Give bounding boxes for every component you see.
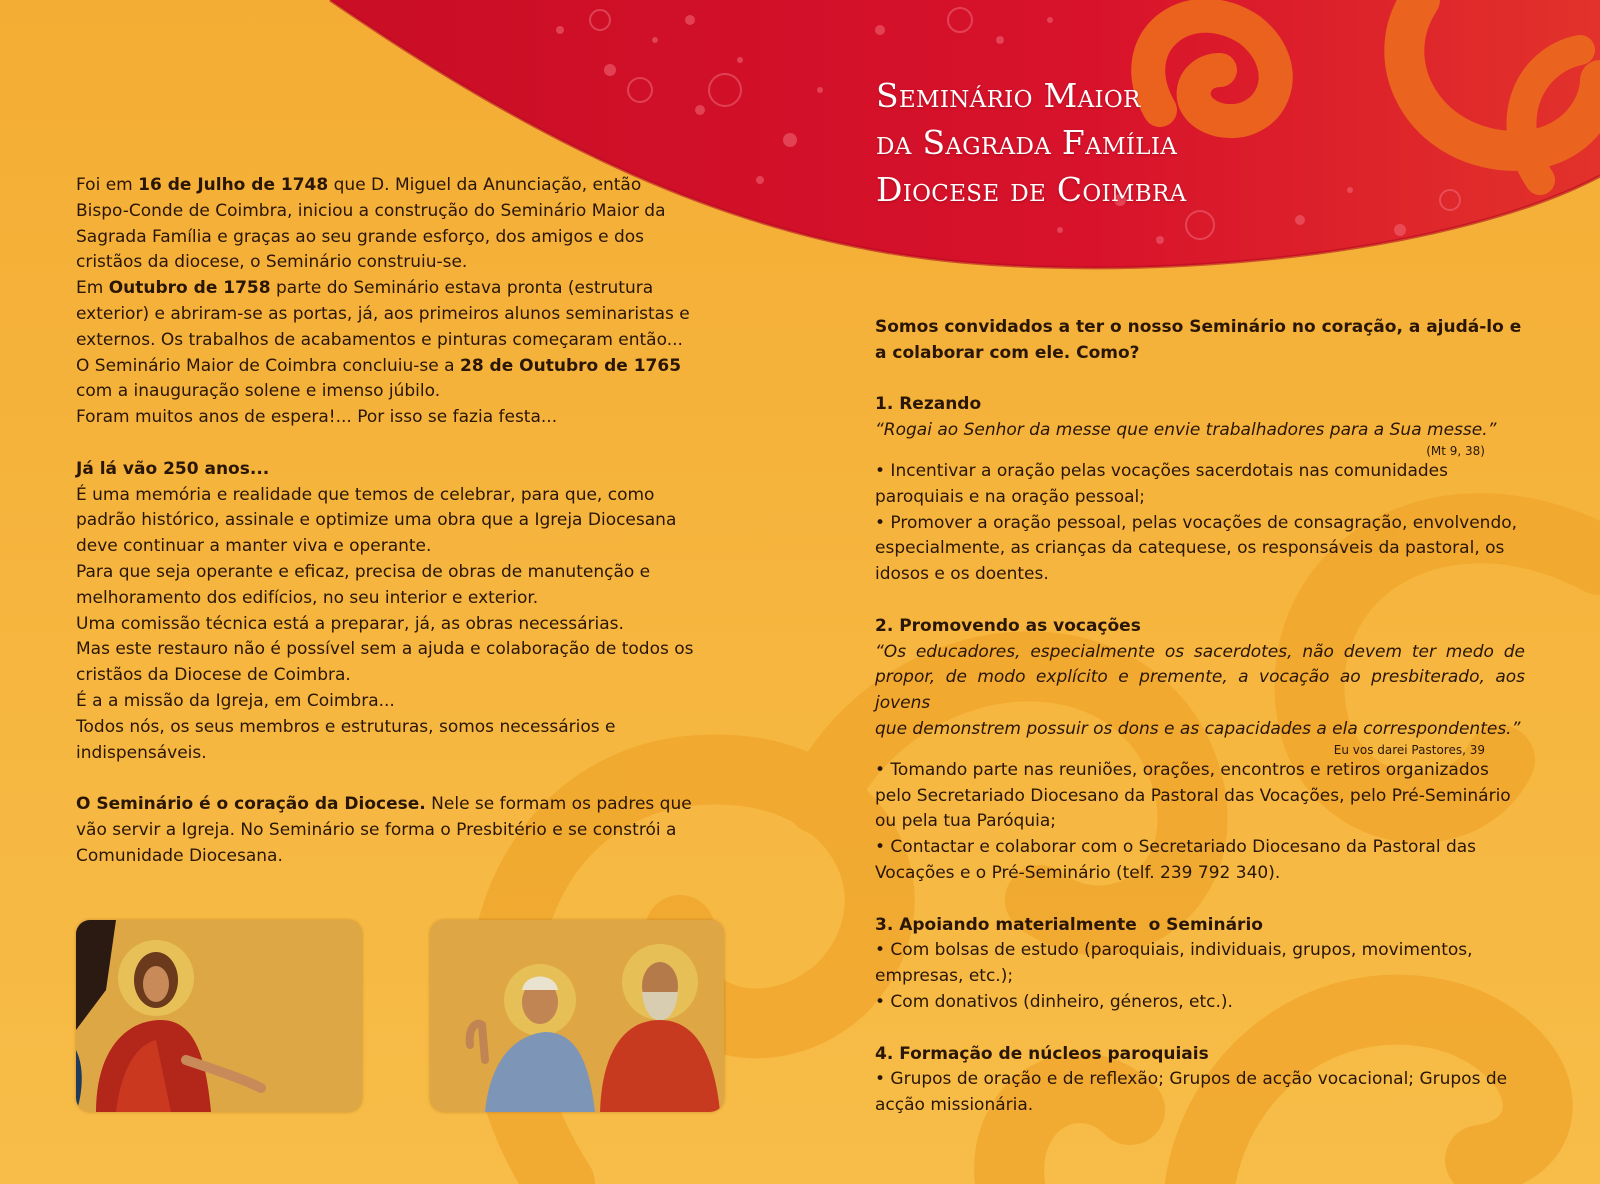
bullet-item: • Promover a oração pessoal, pelas vocações de consagração, envolvendo, especialmente, as crianças da catequese, os responsáveis da pastoral, os idosos e os doentes. [875,512,1518,585]
history-paragraph: Foram muitos anos de espera!... Por isso se fazia festa... [76,407,558,428]
history-paragraph [76,354,696,406]
invitation-text: Somos convidados a ter o nosso Seminário no coração, a ajudá-lo e a colaborar com ele. Como? [875,317,1522,363]
bold-statement: O Seminário é o coração da Diocese. [76,794,426,815]
bullet-item: • Incentivar a oração pelas vocações sacerdotais nas comunidades paroquiais e na oração pessoal; [875,460,1448,507]
history-paragraph: Para que seja operante e eficaz, precisa de obras de manutenção e melhoramento dos edifícios, no seu interior e exterior. [76,561,651,608]
section-heading-praying: 1. Rezando [875,394,982,415]
text: com a inauguração solene e imenso júbilo. [76,381,441,402]
history-paragraph [76,276,696,353]
bullet-item: • Tomando parte nas reuniões, orações, encontros e retiros organizados pelo Secretariado Diocesano da Pastoral das Vocações, pelo Pré-Seminário ou pela tua Paróquia; [875,759,1511,832]
christ-painting-image [76,920,362,1112]
apostles-painting-image [430,920,724,1112]
document-quote-line: propor, de modo explícito e premente, a vocação ao presbiterado, aos jovens [875,667,1525,714]
scripture-quote: “Rogai ao Senhor da messe que envie trabalhadores para a Sua messe.” [875,420,1497,441]
text: Em [76,278,109,299]
date-highlight: 28 de Outubro de 1765 [459,355,682,376]
bullet-item: • Com bolsas de estudo (paroquiais, individuais, grupos, movimentos, empresas, etc.); [875,940,1473,987]
text: O Seminário Maior de Coimbra concluiu-se a [76,355,460,376]
text: Nele se formam os padres que vão servir a Igreja. No Seminário se forma o Presbitério e se constrói a Comunidade Diocesana. [76,794,692,866]
brochure-title [876,72,1187,213]
title-line-3: Diocese de Coimbra [876,170,1187,209]
section-heading-parish-groups: 4. Formação de núcleos paroquiais [875,1043,1209,1064]
ways-to-help-column [875,315,1525,1119]
history-paragraph [76,173,696,276]
date-highlight: Outubro de 1758 [108,278,271,299]
title-line-1: Seminário Maior [876,76,1141,115]
history-paragraph: Todos nós, os seus membros e estruturas, somos necessários e indispensáveis. [76,716,616,763]
quote-reference: (Mt 9, 38) [1426,443,1485,458]
section-heading-material-support: 3. Apoiando materialmente o Seminário [875,914,1263,935]
section-heading-vocations: 2. Promovendo as vocações [875,615,1141,636]
history-paragraph: Uma comissão técnica está a preparar, já, as obras necessárias. [76,613,624,634]
bullet-item: • Grupos de oração e de reflexão; Grupos de acção vocacional; Grupos de acção missionária. [875,1069,1508,1116]
text: Foi em [76,175,139,195]
history-column [76,173,696,870]
document-quote-line: “Os educadores, especialmente os sacerdotes, não devem ter medo de [875,641,1525,662]
history-paragraph: Mas este restauro não é possível sem a ajuda e colaboração de todos os cristãos da Diocese de Coimbra. [76,639,694,686]
date-highlight: 16 de Julho de 1748 [138,175,329,195]
text: parte do Seminário estava pronta (estrutura exterior) e abriram-se as portas, já, aos primeiros alunos seminaristas e externos. Os trabalhos de acabamentos e pinturas começaram então... [76,278,690,350]
document-quote-line: que demonstrem possuir os dons e as capacidades a ela correspondentes.” [875,718,1521,739]
history-paragraph: É a a missão da Igreja, em Coimbra... [76,690,395,711]
text: que D. Miguel da Anunciação, então Bispo-Conde de Coimbra, iniciou a construção do Seminário Maior da Sagrada Família e graças ao seu grande esforço, dos amigos e dos cristãos da diocese, o Seminário construiu-se. [76,175,666,273]
title-line-2: da Sagrada Família [876,123,1178,162]
bullet-item: • Contactar e colaborar com o Secretariado Diocesano da Pastoral das Vocações e o Pré-Seminário (telf. 239 792 340). [875,837,1477,883]
anniversary-heading: Já lá vão 250 anos... [76,458,270,479]
bullet-item: • Com donativos (dinheiro, géneros, etc.). [875,991,1233,1012]
history-paragraph [76,792,696,869]
history-paragraph: É uma memória e realidade que temos de celebrar, para que, como padrão histórico, assinale e optimize uma obra que a Igreja Diocesana deve continuar a manter viva e operante. [76,484,677,557]
quote-reference: Eu vos darei Pastores, 39 [1333,742,1485,757]
